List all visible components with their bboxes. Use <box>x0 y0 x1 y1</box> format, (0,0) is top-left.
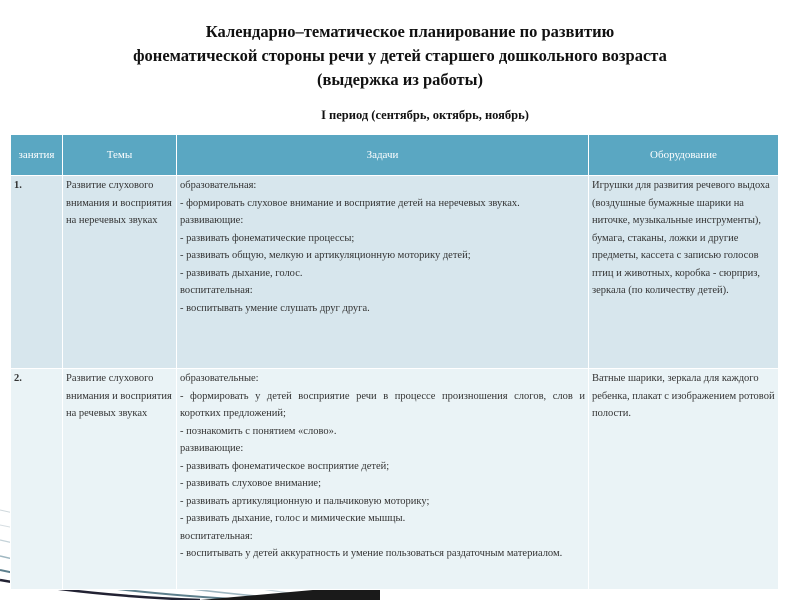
task-line: - развивать фонематические процессы; <box>180 232 355 244</box>
page-title <box>0 20 800 92</box>
task-line: - познакомить с понятием «слово». <box>180 425 337 437</box>
task-line: - развивать артикуляционную и пальчиковую моторику; <box>180 495 430 507</box>
task-line: воспитательная: <box>180 530 253 542</box>
tasks-cell <box>177 369 589 590</box>
table-row <box>11 176 779 369</box>
task-line: - развивать общую, мелкую и артикуляционную моторику детей; <box>180 250 471 261</box>
theme-cell: Развитие слухового внимания и восприятия на речевых звуках <box>63 369 177 590</box>
equipment-cell: Игрушки для развития речевого выдоха (воздушные бумажные шарики на ниточке, музыкальные инструменты), бумага, стаканы, ложки и другие предметы, кассета с записью голосов птиц и животных, коробка - сюрприз, зеркала (по количеству детей). <box>589 176 779 369</box>
tasks-cell <box>177 176 589 369</box>
title-line-1: Календарно–тематическое планирование по развитию <box>205 22 615 41</box>
header-themes: Темы <box>63 135 177 176</box>
task-line: - развивать фонематическое восприятие детей; <box>180 460 390 472</box>
task-line: - развивать дыхание, голос. <box>180 267 303 279</box>
task-line: развивающие: <box>180 443 244 454</box>
task-line: воспитательная: <box>180 285 253 296</box>
header-lessons: занятия <box>11 135 63 176</box>
planning-table <box>10 134 779 590</box>
task-line: - формировать слуховое внимание и восприятие детей на неречевых звуках. <box>180 197 520 209</box>
task-line: - воспитывать умение слушать друг друга. <box>180 302 370 314</box>
task-line: - формировать у детей восприятие речи в процессе произношения слогов, слов и коротких предложений; <box>180 390 585 419</box>
lesson-number: 1. <box>11 176 63 369</box>
header-equipment: Оборудование <box>589 135 779 176</box>
period-subtitle: I период (сентябрь, октябрь, ноябрь) <box>321 108 529 122</box>
header-tasks: Задачи <box>177 135 589 176</box>
theme-cell: Развитие слухового внимания и восприятия на неречевых звуках <box>63 176 177 369</box>
equipment-cell: Ватные шарики, зеркала для каждого ребенка, плакат с изображением ротовой полости. <box>589 369 779 590</box>
lesson-number: 2. <box>11 369 63 590</box>
title-line-2: фонематической стороны речи у детей старшего дошкольного возраста <box>133 46 667 65</box>
task-line: образовательная: <box>180 180 257 191</box>
table-row <box>11 369 779 590</box>
table-header-row <box>11 135 779 176</box>
task-line: развивающие: <box>180 215 244 226</box>
title-line-3: (выдержка из работы) <box>317 70 483 89</box>
task-line: - воспитывать у детей аккуратность и умение пользоваться раздаточным материалом. <box>180 548 563 559</box>
task-line: - развивать слуховое внимание; <box>180 478 322 489</box>
task-line: образовательные: <box>180 373 259 384</box>
task-line: - развивать дыхание, голос и мимические мышцы. <box>180 513 406 524</box>
